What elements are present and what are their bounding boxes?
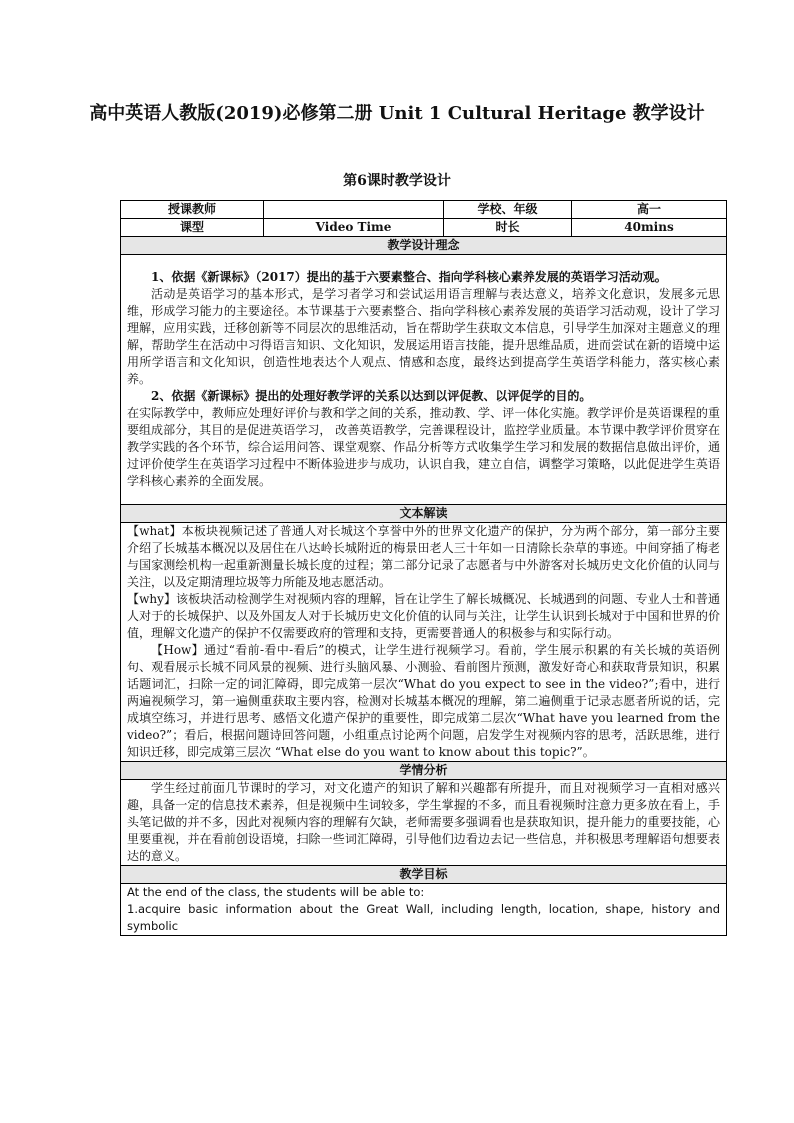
teacher-label: 授课教师	[121, 201, 264, 219]
info-row-type	[121, 219, 727, 237]
text-analysis-what: 【what】本板块视频记述了普通人对长城这个享誉中外的世界文化遗产的保护，分为两个部分，第一部分主要介绍了长城基本概况以及居住在八达岭长城附近的梅景田老人三十年如一日清除长杂草的事迹。中间穿插了梅老与国家测绘机构一起重新测量长城长度的过程；第二部分记录了志愿者与中外游客对长城历史文化价值的认同与关注，以及定期清理垃圾等力所能及地志愿活动。	[127, 524, 720, 589]
duration-value: 40mins	[572, 219, 727, 237]
goals-intro: At the end of the class, the students will be able to:	[127, 885, 425, 899]
document-title: 高中英语人教版(2019)必修第二册 Unit 1 Cultural Heritage 教学设计	[89, 103, 705, 124]
goals-item-1: 1.acquire basic information about the Great Wall, including length, location, shape, history and symbolic	[127, 902, 720, 933]
concept-p1-heading: 1、依据《新课标》（2017）提出的基于六要素整合、指向学科核心素养发展的英语学习活动观。	[151, 270, 667, 284]
type-label: 课型	[121, 219, 264, 237]
text-analysis-heading: 文本解读	[121, 505, 727, 523]
info-row-teacher	[121, 201, 727, 219]
lesson-plan-table	[120, 200, 727, 936]
learner-analysis-body: 学生经过前面几节课时的学习，对文化遗产的知识了解和兴趣都有所提升，而且对视频学习一直相对感兴趣，具备一定的信息技术素养，但是视频中生词较多，学生掌握的不多，而且看视频时注意力更多放在看上，手头笔记做的并不多，因此对视频内容的理解有欠缺，老师需要多强调看也是获取知识，提升能力的重要技能，心里要重视，并在看前创设语境，扫除一些词汇障碍，引导他们边看边去记一些信息，并积极思考理解语句想要表达的意义。	[127, 781, 720, 863]
concept-p1-body: 活动是英语学习的基本形式，是学习者学习和尝试运用语言理解与表达意义，培养文化意识，发展多元思维，形成学习能力的主要途径。本节课基于六要素整合、指向学科核心素养发展的英语学习活动观，设计了学习理解，应用实践，迁移创新等不同层次的思维活动，旨在帮助学生获取文本信息，引导学生加深对主题意义的理解，帮助学生在活动中习得语言知识、文化知识，发展运用语言技能，提升思维品质，进而尝试在新的语境中运用所学语言和文化知识，创造性地表达个人观点、情感和态度，最终达到提高学生英语学科能力，落实核心素养。	[127, 287, 720, 386]
text-analysis-how: 【How】通过“看前-看中-看后”的模式，让学生进行视频学习。看前，学生展示积累的有关长城的英语例句、观看展示长城不同风景的视频、进行头脑风暴、小测验、看前图片预测，激发好奇心和获取背景知识，积累话题词汇，扫除一定的词汇障碍，即完成第一层次“What do you expect to see in the video?”;看中，进行两遍视频学习，第一遍侧重获取主要内容，检测对长城基本概况的理解，第二遍侧重于记录志愿者所说的话，完成填空练习，并进行思考、感悟文化遗产保护的重要性，即完成第二层次“What have you learned from the video?”；看后，根据问题诗回答问题，小组重点讨论两个问题，启发学生对视频内容的思考，活跃思维，进行知识迁移，即完成第三层次 “What else do you want to know about this topic?”。	[127, 643, 720, 759]
concept-heading: 教学设计理念	[121, 237, 727, 255]
learner-analysis-heading: 学情分析	[121, 762, 727, 780]
document-subtitle: 第6课时教学设计	[343, 173, 451, 189]
type-value: Video Time	[264, 219, 444, 237]
school-label: 学校、年级	[444, 201, 572, 219]
text-analysis-why: 【why】该板块活动检测学生对视频内容的理解，旨在让学生了解长城概况、长城遇到的问题、专业人士和普通人对于的长城保护、以及外国友人对于长城历史文化价值的认同与关注，让学生认识到长城对于中国和世界的价值，理解文化遗产的保护不仅需要政府的管理和支持，更需要普通人的积极参与和实际行动。	[127, 592, 720, 640]
teacher-value	[264, 201, 444, 219]
school-value: 高一	[572, 201, 727, 219]
goals-heading: 教学目标	[121, 866, 727, 884]
concept-p2-body: 在实际教学中，教师应处理好评价与教和学之间的关系，推动教、学、评一体化实施。教学评价是英语课程的重要组成部分，其目的是促进英语学习， 改善英语教学，完善课程设计，监控学业质量。本节课中教学评价贯穿在教学实践的各个环节，综合运用问答、课堂观察、作品分析等方式收集学生学习和发展的数据信息做出评价，通过评价使学生在英语学习过程中不断体验进步与成功，认识自我，建立自信，调整学习策略，以此促进学生英语学科核心素养的全面发展。	[127, 406, 720, 488]
learner-analysis-content	[121, 780, 727, 866]
text-analysis-content	[121, 523, 727, 762]
goals-content	[121, 884, 727, 936]
concept-content	[121, 255, 727, 505]
concept-p2-heading: 2、依据《新课标》提出的处理好教学评的关系以达到以评促教、以评促学的目的。	[151, 389, 592, 403]
duration-label: 时长	[444, 219, 572, 237]
